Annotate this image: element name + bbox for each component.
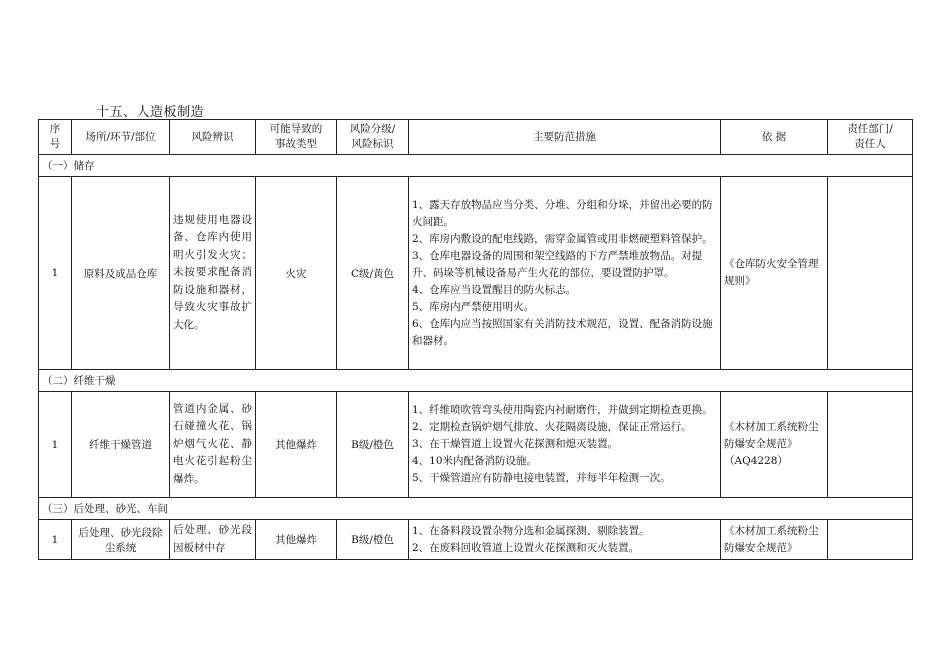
section-row	[39, 155, 913, 177]
row-basis: 《木材加工系统粉尘防爆安全规范》	[721, 520, 828, 560]
row-no: 1	[39, 177, 72, 370]
risk-table	[38, 119, 913, 560]
measure-item: 1、纤维喷吹管弯头使用陶瓷内衬耐磨件，并做到定期检查更换。	[412, 404, 713, 416]
row-accident: 其他爆炸	[256, 520, 337, 560]
table-row	[39, 177, 913, 370]
row-place: 原料及成品仓库	[72, 177, 170, 370]
section-label: （二）纤维干燥	[39, 370, 913, 392]
measure-item: 3、在干燥管道上设置火花探测和熄灭装置。	[412, 438, 619, 450]
section-label: （三）后处理、砂光、车间	[39, 498, 913, 520]
row-no: 1	[39, 520, 72, 560]
page-title: 十五、人造板制造	[96, 105, 205, 120]
row-place: 纤维干燥管道	[72, 392, 170, 498]
measure-item: 2、库房内敷设的配电线路，需穿金属管或用非燃硬塑料管保护。	[412, 232, 713, 245]
row-measures	[409, 392, 721, 498]
row-place: 后处理、砂光段除尘系统	[72, 520, 170, 560]
section-label: （一）储存	[39, 155, 913, 177]
row-accident: 火灾	[256, 177, 337, 370]
header-measures: 主要防范措施	[409, 120, 721, 155]
row-measures	[409, 177, 721, 370]
header-no: 序 号	[39, 120, 72, 155]
measure-item: 4、仓库应当设置醒目的防火标志。	[412, 283, 577, 296]
table-row	[39, 520, 913, 560]
row-responsible	[828, 177, 913, 370]
measure-item: 3、仓库电器设备的周围和架空线路的下方严禁堆放物品。对提升、码垛等机械设备易产生火花的部位，要设置防护罩。	[412, 249, 703, 279]
header-level: 风险分级/ 风险标识	[337, 120, 409, 155]
measure-item: 1、露天存放物品应当分类、分堆、分组和分垛，并留出必要的防火间距。	[412, 198, 713, 228]
row-risk: 后处理、砂光段因板材中存	[170, 520, 256, 560]
header-row	[39, 120, 913, 155]
header-accident: 可能导致的 事故类型	[256, 120, 337, 155]
section-row	[39, 498, 913, 520]
section-row	[39, 370, 913, 392]
measure-item: 5、干燥管道应有防静电接电装置，并每半年检测一次。	[412, 472, 671, 484]
header-basis: 依 据	[721, 120, 828, 155]
row-level: B级/橙色	[337, 392, 409, 498]
header-place: 场所/环节/部位	[72, 120, 170, 155]
row-basis: 《仓库防火安全管理规则》	[721, 177, 828, 370]
measure-item: 4、10米内配备消防设施。	[412, 455, 538, 467]
row-responsible	[828, 520, 913, 560]
header-responsible: 责任部门/ 责任人	[828, 120, 913, 155]
row-level: B级/橙色	[337, 520, 409, 560]
row-measures	[409, 520, 721, 560]
measure-item: 5、库房内严禁使用明火。	[412, 300, 535, 313]
header-risk: 风险辨识	[170, 120, 256, 155]
row-no: 1	[39, 392, 72, 498]
measure-item: 2、定期检查锅炉烟气排放、火花隔离设施，保证正常运行。	[412, 421, 692, 433]
row-basis: 《木材加工系统粉尘防爆安全规范》（AQ4228）	[721, 392, 828, 498]
measure-item: 2、在废料回收管道上设置火花探测和灭火装置。	[412, 541, 640, 554]
row-responsible	[828, 392, 913, 498]
table-row	[39, 392, 913, 498]
measure-item: 6、仓库内应当按照国家有关消防技术规范，设置、配备消防设施和器材。	[412, 317, 713, 347]
row-level: C级/黄色	[337, 177, 409, 370]
row-risk: 违规使用电器设备、仓库内使用明火引发火灾；未按要求配备消防设施和器材，导致火灾事故扩大化。	[170, 177, 256, 370]
row-risk: 管道内金属、砂石碰撞火花、锅炉烟气火花、静电火花引起粉尘爆炸。	[170, 392, 256, 498]
measure-item: 1、在备料段设置杂物分选和金属探测、剔除装置。	[412, 524, 650, 537]
row-accident: 其他爆炸	[256, 392, 337, 498]
